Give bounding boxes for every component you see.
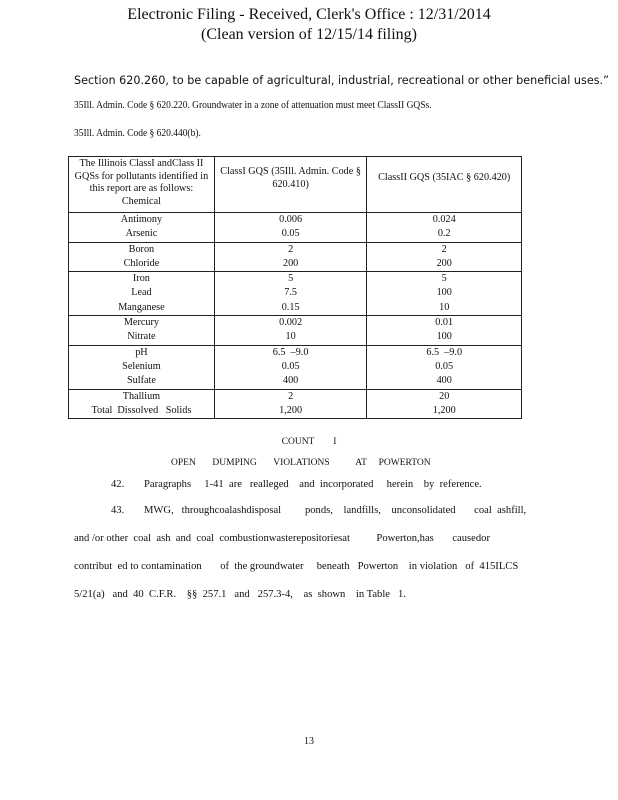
cell-chemical: Lead — [69, 286, 215, 300]
cell-class1: 400 — [214, 374, 367, 389]
cell-class1: 2 — [214, 242, 367, 257]
cell-chemical: Manganese — [69, 301, 215, 316]
cell-chemical: Sulfate — [69, 374, 215, 389]
table-row — [69, 272, 522, 287]
cell-class2: 100 — [367, 286, 522, 300]
cell-class1: 7.5 — [214, 286, 367, 300]
cell-chemical: Selenium — [69, 360, 215, 374]
regulation-line-2: 35Ill. Admin. Code § 620.440(b). — [74, 128, 201, 139]
cell-chemical: pH — [69, 345, 215, 360]
table-row — [69, 286, 522, 300]
table-row — [69, 316, 522, 331]
violations-heading: OPEN DUMPING VIOLATIONS AT POWERTON — [171, 458, 431, 468]
cell-chemical: Nitrate — [69, 330, 215, 345]
cell-class2: 0.024 — [367, 213, 522, 228]
table-row — [69, 242, 522, 257]
table-row — [69, 360, 522, 374]
para-43-line2: and /or other coal ash and coal combustionwasterepositoriesat Powerton,has causedor — [74, 533, 490, 544]
gqs-table — [68, 156, 522, 419]
table-header-row — [69, 157, 522, 213]
cell-chemical: Mercury — [69, 316, 215, 331]
cell-class2: 6.5 –9.0 — [367, 345, 522, 360]
cell-class1: 0.002 — [214, 316, 367, 331]
cell-chemical: Iron — [69, 272, 215, 287]
cell-class1: 5 — [214, 272, 367, 287]
cell-class1: 0.05 — [214, 227, 367, 242]
cell-class2: 0.2 — [367, 227, 522, 242]
cell-class1: 10 — [214, 330, 367, 345]
table-row — [69, 404, 522, 419]
regulation-line-1: 35Ill. Admin. Code § 620.220. Groundwater in a zone of attenuation must meet ClassII GQSs. — [74, 100, 432, 111]
cell-class2: 2 — [367, 242, 522, 257]
para-43-line1: MWG, throughcoalashdisposal ponds, landfills, unconsolidated coal ashfill, — [144, 505, 527, 516]
cell-class2: 100 — [367, 330, 522, 345]
cell-class2: 200 — [367, 257, 522, 272]
cell-class2: 1,200 — [367, 404, 522, 419]
cell-class2: 0.01 — [367, 316, 522, 331]
cell-class1: 0.006 — [214, 213, 367, 228]
header-class1-gqs: ClassI GQS (35Ill. Admin. Code § 620.410) — [214, 157, 367, 213]
cell-chemical: Chloride — [69, 257, 215, 272]
cell-class1: 0.15 — [214, 301, 367, 316]
filing-header-line2: (Clean version of 12/15/14 filing) — [201, 26, 417, 43]
table-row — [69, 330, 522, 345]
table-row — [69, 257, 522, 272]
cell-class2: 400 — [367, 374, 522, 389]
cell-class2: 10 — [367, 301, 522, 316]
cell-chemical: Antimony — [69, 213, 215, 228]
filing-header-line1: Electronic Filing - Received, Clerk's Office : 12/31/2014 — [127, 6, 491, 23]
cell-class2: 0.05 — [367, 360, 522, 374]
cell-chemical: Total Dissolved Solids — [69, 404, 215, 419]
table-row — [69, 389, 522, 404]
cell-chemical: Thallium — [69, 389, 215, 404]
table-row — [69, 227, 522, 242]
para-42-number: 42. — [111, 479, 125, 490]
cell-class1: 6.5 –9.0 — [214, 345, 367, 360]
cell-class2: 20 — [367, 389, 522, 404]
para-43-line4: 5/21(a) and 40 C.F.R. §§ 257.1 and 257.3-4, as shown in Table 1. — [74, 589, 406, 600]
cell-class1: 0.05 — [214, 360, 367, 374]
cell-class2: 5 — [367, 272, 522, 287]
page-number: 13 — [304, 736, 314, 747]
cell-class1: 1,200 — [214, 404, 367, 419]
para-43-number: 43. — [111, 505, 125, 516]
header-chemical: The Illinois ClassI andClass II GQSs for pollutants identified in this report are as follows: Chemical — [69, 157, 215, 213]
cell-chemical: Arsenic — [69, 227, 215, 242]
para-43-line3: contribut ed to contamination of the groundwater beneath Powerton in violation of 415ILCS — [74, 561, 519, 572]
header-class2-gqs: ClassII GQS (35IAC § 620.420) — [367, 157, 522, 213]
cell-class1: 2 — [214, 389, 367, 404]
table-row — [69, 374, 522, 389]
table-row — [69, 301, 522, 316]
para-42-text: Paragraphs 1-41 are realleged and incorporated herein by reference. — [144, 479, 482, 490]
cell-class1: 200 — [214, 257, 367, 272]
table-row — [69, 213, 522, 228]
section-text: Section 620.260, to be capable of agricultural, industrial, recreational or other beneficial uses.” — [74, 74, 609, 87]
cell-chemical: Boron — [69, 242, 215, 257]
table-row — [69, 345, 522, 360]
count-heading: COUNT I — [281, 437, 337, 447]
